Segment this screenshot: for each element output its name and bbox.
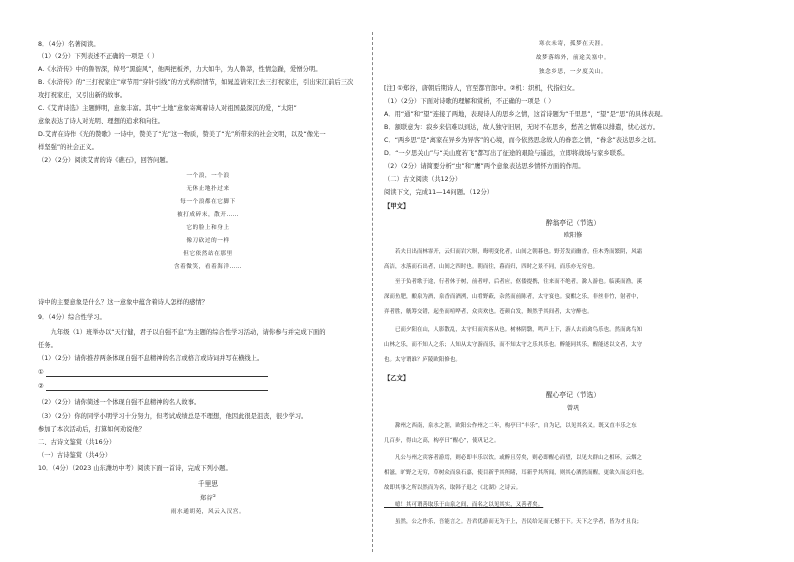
poem-line: 被打成碎末，散开……	[177, 212, 239, 218]
question-9-3-cont: 参加了本次活动后，打算如何劝说他？	[38, 426, 146, 433]
poem-line: 一个浪，一个浪	[186, 173, 230, 179]
article1-line: 山林之乐，而不知人之乐；人知从太守游而乐，而不知太守之乐其乐也。醉能同其乐，醒能述以文者，太守	[384, 342, 643, 348]
poem-question: 诗中的主要意象是什么？这一意象中蕴含着诗人怎样的感情？	[38, 299, 209, 306]
poem-line: 寒衣未寄，孤梦在天涯。	[538, 41, 608, 47]
poem-line: 故梦落绵外，前途关塞中。	[535, 55, 611, 61]
section-2-heading: 二、古诗文鉴赏（共16分）	[38, 439, 116, 446]
article2-author: 曾巩	[566, 405, 580, 412]
article1-title: 醉翁亭记（节选）	[545, 219, 601, 227]
article1-line: 也。太守谓谁？庐陵欧阳修也。	[384, 357, 461, 363]
article2-title: 醒心亭记（节选）	[545, 391, 601, 399]
reading-instruction: 阅读下文，完成11—14问题。（12分）	[384, 189, 494, 196]
option-d: D.艾青在诗作《光的赞歌》一诗中，赞美了“光”这一物质，赞美了“光”所带来的社会文明，以及“像光一	[38, 131, 326, 138]
section-2-1-heading: （一）古诗鉴赏（共4分）	[38, 452, 112, 459]
section-2-2-heading: （二）古文阅读（共12分）	[384, 176, 462, 183]
poem-line: 雨水通胡苑，风云入汉宫。	[170, 509, 246, 515]
column-divider	[372, 32, 373, 552]
article1-author: 欧阳修	[563, 232, 583, 239]
option-b: B．颔联意为：寂乡来信难以到达，故人独守旧居，无时不在思乡，愁苦之情难以排遣，忧心远方。	[384, 124, 660, 131]
poem-line: 它的脸上和身上	[186, 225, 230, 231]
article2-line: 相滋，旷野之无穷，草树众而泉石嘉，使目新乎其所睹，耳新乎其所闻，则其心洒然而醒，更欲久而忘归也。	[384, 470, 648, 476]
option-a: A．用“通”和“望”连接了两地，表现诗人的思乡之情，这首诗题为“千里思”，“望”是“思”的具体表现。	[384, 111, 667, 118]
article2-line: 几百步，得山之高，构亭曰“醒心”，使巩记之。	[384, 438, 500, 444]
answer-blank-1[interactable]	[46, 376, 268, 377]
article1-line: 弈者胜，觥筹交错，起坐而喧哗者，众宾欢也。苍颜白发，颓然乎其间者，太守醉也。	[384, 309, 593, 315]
answer-label-2: ②	[38, 383, 44, 390]
article2-line: 虽然，公之作乐，吾能言之。吾君优游而无为于上，吾民给足而无憾于下。天下之学者，皆为才且良；	[384, 519, 643, 525]
question-8-1-stem: （1）（2分）下列表述不正确的一项是（ ）	[38, 53, 159, 60]
article1-line: 若夫日出而林霏开，云归而岩穴暝，晦明变化者，山间之朝暮也。野芳发而幽香，佳木秀而繁阴，风霜	[384, 249, 643, 255]
question-9-2-stem: （2）（2分）请你简述一个体现自强不息精神的名人故事。	[38, 399, 201, 406]
article2-line: 故即其事之所以然而为名，取韩子退之《北湖》之诗云。	[384, 485, 522, 491]
article2-line-underlined: 噫！其可谓善取乐于山泉之间，而名之以见其实，又善者矣。	[384, 502, 544, 508]
poem-line: 但它依然站在那里	[183, 251, 233, 257]
question-9-1-stem: （1）（2分）请你推荐两条体现自强不息精神的名言或格言或诗词并写在横线上。	[38, 355, 264, 362]
answer-label-1: ①	[38, 369, 44, 376]
article2-line: 滁州之西南，泉水之涯，欧阳公作州之二年，构亭曰“丰乐”，自为记，以见其名义。既又直丰乐之东	[384, 423, 637, 429]
jiawen-label: 【甲文】	[384, 203, 410, 210]
answer-blank-2[interactable]	[46, 390, 268, 391]
poem-author: 郑谷①	[200, 493, 216, 503]
article1-line: 已而夕阳在山，人影散乱，太守归而宾客从也。树林阴翳，鸣声上下，游人去而禽鸟乐也。然而禽鸟知	[384, 327, 643, 333]
poem-note: [注] ①郑谷，唐朝后期诗人，官至都官郎中。②机：织机，代指妇女。	[384, 85, 579, 92]
option-d: D．“一夕思关山”与“关山度若飞”都写出了征途的艰险与遥远，立即将战场与家乡联系。	[384, 150, 629, 157]
question-9-3-stem: （3）（2分）你的同学小明学习十分努力，但考试成绩总是不理想，他因此很是沮丧，很少学习。	[38, 413, 308, 420]
article1-line: 高洁，水落而石出者，山间之四时也。朝而往，暮而归，四时之景不同，而乐亦无穷也。	[384, 264, 599, 270]
article2-line: 凡公与州之宾客者游焉，则必即丰乐以饮。或醉且劳矣，则必即醒心而望，以见夫群山之相环，云烟之	[384, 455, 643, 461]
option-c-cont: 意象表达了诗人对光明、理想的追求和向往。	[38, 118, 164, 125]
question-10-heading: 10．（4分）（2023 山东潍坊中考）阅读下面一首诗，完成下列小题。	[38, 465, 232, 472]
poem-line: 独念乡思，一夕度关山。	[538, 69, 608, 75]
yiwen-label: 【乙文】	[384, 375, 410, 382]
question-9-heading: 9．（4分）综合性学习。	[38, 314, 106, 321]
question-10-2-stem: （2）（2分）请简要分析“虫”和“鹰”两个意象表达思乡情怀方面的作用。	[384, 163, 585, 170]
question-8-2-stem: （2）（2分）阅读艾青的诗《礁石》，回答问题。	[38, 157, 172, 164]
question-10-1-stem: （1）（2分）下面对诗歌的理解和赏析，不正确的一项是（ ）	[384, 98, 555, 105]
poem-line: 无休止地扑过来	[186, 186, 230, 192]
question-9-intro-cont: 任务。	[38, 342, 57, 349]
article1-line: 至于负者歌于途，行者休于树，前者呼，后者应，伛偻提携，往来而不绝者，滁人游也。临溪而渔，溪	[384, 279, 643, 285]
option-b: B.《水浒传》的“三打祝家庄”章节用“穿针引线”的方式构织情节，如晁盖请宋江去三打祝家庄，引出宋江前后三次	[38, 79, 354, 86]
option-d-cont: 样坚强”的社会正义。	[38, 144, 98, 151]
option-c: C．“两乡思”是“离家在异乡为异客”的心境，而今依然思念故人的眷恋之情，“眷念”表达思乡之切。	[384, 137, 660, 144]
question-8-heading: 8．（4分）名著阅读。	[38, 41, 100, 48]
question-9-intro: 九年级（1）班举办以“天行健，君子以自强不息”为主题的综合性学习活动，请你参与并完成下面的	[38, 329, 326, 336]
poem-line: 像刀砍过的一样	[186, 238, 230, 244]
poem-line: 每一个浪都在它脚下	[180, 199, 236, 205]
option-c: C.《艾青诗选》主题鲜明，意象丰富。其中“土地”意象寄寓着诗人对祖国最深沉的爱，“太阳”	[38, 105, 297, 112]
article1-line: 深而鱼肥，酿泉为酒，泉香而酒洌，山肴野蔌，杂然而前陈者，太守宴也。宴酣之乐，非丝非竹，射者中，	[384, 294, 643, 300]
poem-line: 含着微笑，看着海洋……	[173, 264, 243, 270]
option-b-cont: 攻打祝家庄，又引出新的故事。	[38, 92, 127, 99]
poem-title: 千里思	[197, 480, 219, 488]
option-a: A.《水浒传》中的鲁智深，绰号“黑旋风”，他两把板斧，力大如牛，为人鲁莽，性情急躁，爱憎分明。	[38, 66, 322, 73]
